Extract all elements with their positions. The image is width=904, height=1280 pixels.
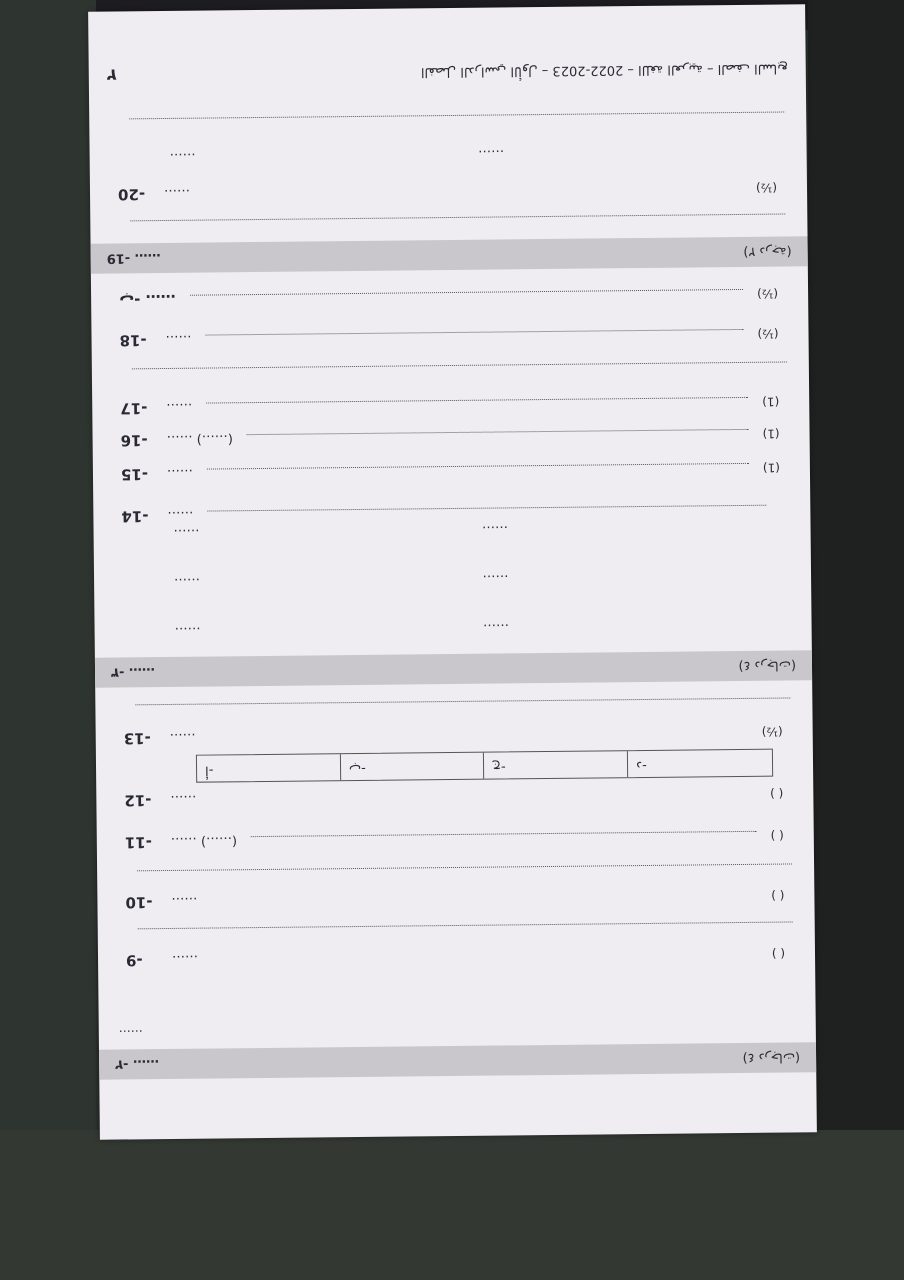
section-a-title: ٢- …… (115, 1056, 160, 1073)
choice-d: د- (636, 757, 647, 774)
question-14: 14- …… (121, 501, 780, 526)
choice-table (196, 749, 773, 783)
question-12: 12- …… ( ) (124, 786, 784, 810)
photo-background-right (808, 0, 904, 1280)
photo-background-left (0, 0, 96, 1280)
option-item: …… (174, 623, 201, 639)
question-15: 15- …… (1) (120, 460, 780, 484)
answer-line (130, 213, 785, 221)
choice-c: ج- (484, 751, 628, 779)
paragraph: …… (118, 1027, 143, 1042)
answer-line (132, 361, 787, 369)
header-text: الفصل الدراسي الأول – 2023-2022 – اللغة العربية – الصف السابع (420, 60, 788, 80)
choice-a: أ- (197, 754, 341, 782)
exam-sheet (88, 4, 817, 1139)
answer-line (129, 112, 784, 120)
question-17: 17- …… (1) (120, 394, 780, 418)
option-item: …… (478, 146, 505, 162)
page-number: ٢ (106, 65, 117, 86)
answer-line (137, 863, 792, 871)
option-item: …… (481, 522, 509, 538)
question-11: 11- …… (……) ( ) (124, 828, 784, 852)
answer-line (138, 921, 793, 929)
options-block-1 (174, 520, 752, 639)
section-b-band (95, 650, 812, 688)
option-item: …… (482, 571, 509, 587)
question-19-text: 19- …… (106, 250, 161, 267)
section-d-band (91, 236, 808, 274)
section-a-marks: (٤ درجات) (742, 1049, 801, 1066)
option-item: …… (169, 149, 196, 165)
option-item: …… (483, 620, 510, 636)
section-a-band (99, 1042, 816, 1080)
section-c-title: ب- …… (119, 290, 176, 310)
choice-b: ب- (341, 753, 485, 781)
options-block-2 (170, 144, 747, 165)
photo-background-bottom (0, 1130, 904, 1280)
section-c (119, 285, 778, 310)
section-c-marks: (½) (757, 286, 779, 301)
question-10: 10- …… ( ) (125, 888, 785, 912)
option-item: …… (173, 525, 200, 541)
section-d-marks: (٢ درجة) (743, 243, 792, 260)
question-13: 13- …… (½) (123, 724, 783, 748)
option-item: …… (174, 574, 201, 590)
question-20: 20- …… (½) (117, 180, 778, 204)
page-header (107, 50, 788, 93)
question-16: 16- …… (……) (1) (120, 426, 780, 450)
exam-page-content (88, 4, 817, 1139)
answer-line (135, 697, 790, 705)
section-b-marks: (٤ درجات) (738, 657, 797, 674)
section-b-title: ٣- …… (110, 664, 155, 681)
question-18: 18- …… (½) (119, 326, 779, 350)
question-9: 9- …… ( ) (125, 946, 786, 970)
